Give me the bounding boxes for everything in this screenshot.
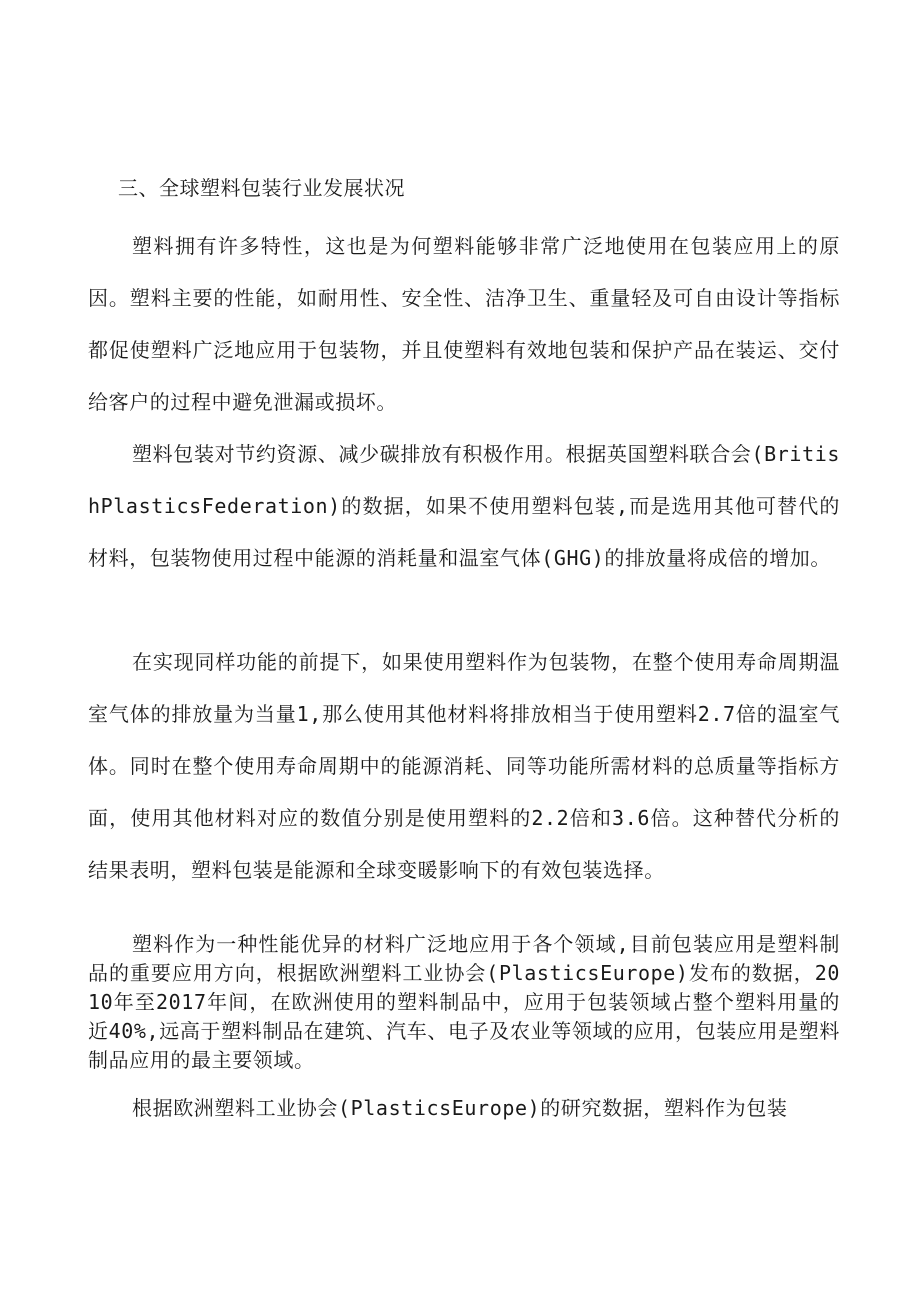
section-heading: 三、全球塑料包装行业发展状况 <box>118 176 405 200</box>
paragraph-research-data: 根据欧洲塑料工业协会(PlasticsEurope)的研究数据，塑料作为包装 <box>132 1096 788 1120</box>
paragraph-resource-saving: 塑料包装对节约资源、减少碳排放有积极作用。根据英国塑料联合会(BritishPlasticsFederation)的数据，如果不使用塑料包装,而是选用其他可替代的材料，包装物使用过程中能源的消耗量和温室气体(GHG)的排放量将成倍的增加。 <box>88 442 840 570</box>
paragraph-plastic-properties: 塑料拥有许多特性，这也是为何塑料能够非常广泛地使用在包装应用上的原因。塑料主要的性能，如耐用性、安全性、洁净卫生、重量轻及可自由设计等指标都促使塑料广泛地应用于包装物，并且使塑料有效地包装和保护产品在装运、交付给客户的过程中避免泄漏或损坏。 <box>88 234 840 414</box>
paragraph-emission-comparison: 在实现同样功能的前提下，如果使用塑料作为包装物，在整个使用寿命周期温室气体的排放量为当量1,那么使用其他材料将排放相当于使用塑料2.7倍的温室气体。同时在整个使用寿命周期中的能源消耗、同等功能所需材料的总质量等指标方面，使用其他材料对应的数值分别是使用塑料的2.2倍和3.6倍。这种替代分析的结果表明，塑料包装是能源和全球变暖影响下的有效包装选择。 <box>88 650 840 882</box>
paragraph-packaging-usage: 塑料作为一种性能优异的材料广泛地应用于各个领域,目前包装应用是塑料制品的重要应用方向，根据欧洲塑料工业协会(PlasticsEurope)发布的数据，2010年至2017年间，在欧洲使用的塑料制品中，应用于包装领域占整个塑料用量的近40%,远高于塑料制品在建筑、汽车、电子及农业等领域的应用，包装应用是塑料制品应用的最主要领域。 <box>88 932 840 1072</box>
